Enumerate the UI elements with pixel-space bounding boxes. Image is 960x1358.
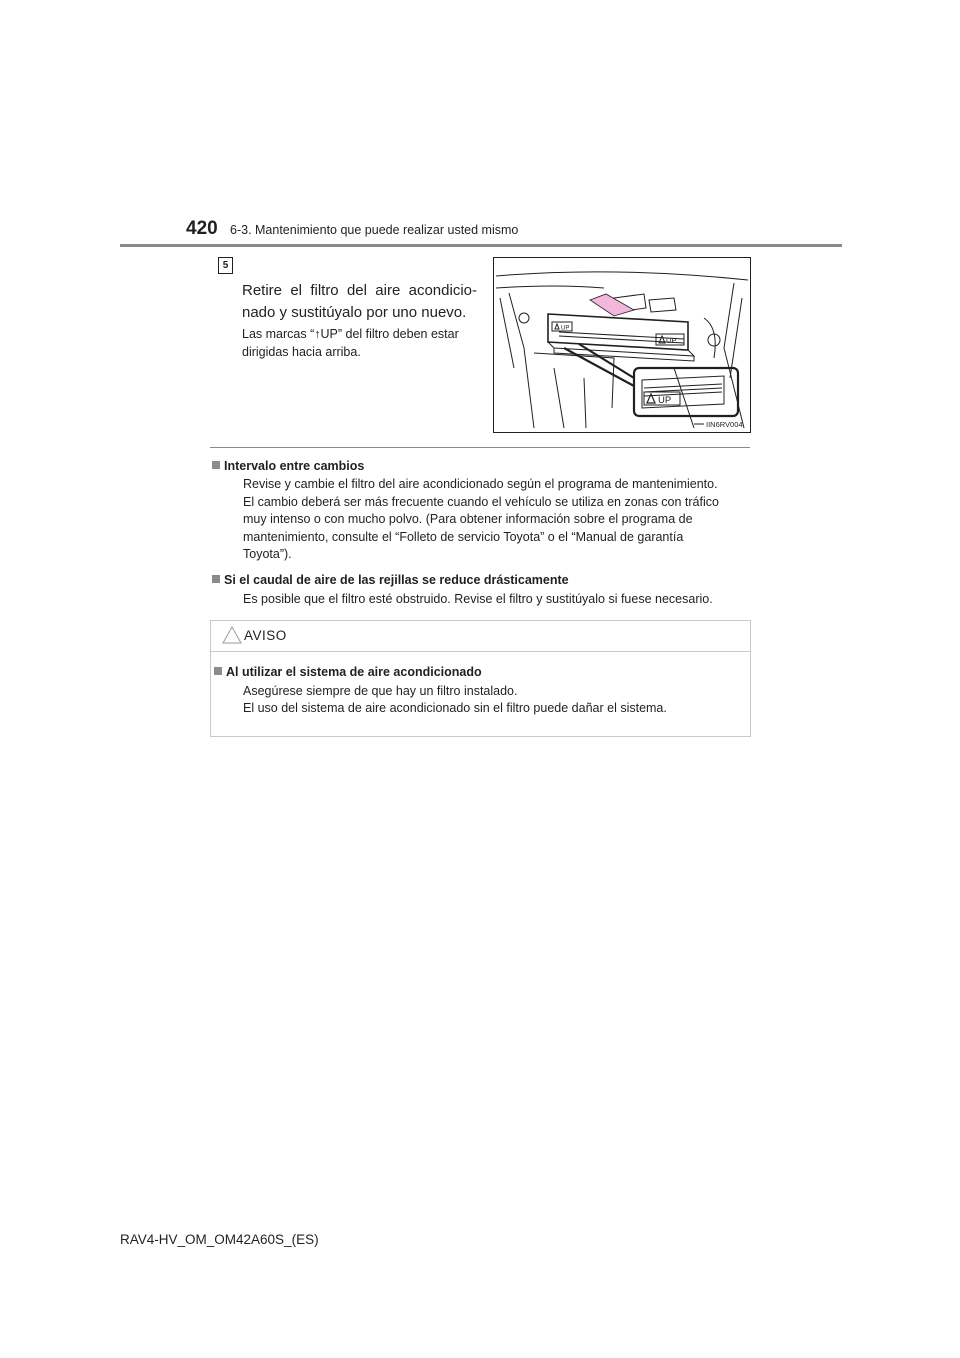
subsection-heading-airflow xyxy=(212,573,569,587)
header-rule xyxy=(120,244,842,247)
warning-subheading xyxy=(214,665,482,679)
subsection-body-interval xyxy=(243,476,748,564)
figure-code: IIN6RV004 xyxy=(706,420,743,429)
step-number-badge: 5 xyxy=(218,257,233,274)
square-bullet-icon xyxy=(214,667,222,675)
body-line: Es posible que el filtro esté obstruido. Revise el filtro y sustitúyalo si fuese necesario. xyxy=(243,592,713,606)
body-line: Toyota”). xyxy=(243,547,292,561)
removal-arrow-highlight xyxy=(590,294,634,316)
body-line: El cambio deberá ser más frecuente cuando el vehículo se utiliza en zonas con tráfico xyxy=(243,494,719,509)
square-bullet-icon xyxy=(212,575,220,583)
subsection-title: Si el caudal de aire de las rejillas se reduce drásticamente xyxy=(224,573,569,587)
document-code: RAV4-HV_OM_OM42A60S_(ES) xyxy=(120,1232,319,1247)
step-note xyxy=(242,325,482,361)
step-note-line-1: Las marcas “↑UP” del filtro deben estar xyxy=(242,327,459,341)
section-title: 6-3. Mantenimiento que puede realizar usted mismo xyxy=(230,223,519,237)
step-instruction: Retire el filtro del aire acondicio-nado y sustitúyalo por uno nuevo. xyxy=(242,282,477,321)
subsection-body-airflow xyxy=(243,591,753,609)
warning-line: Asegúrese siempre de que hay un filtro instalado. xyxy=(243,684,518,698)
subsection-heading-interval xyxy=(212,459,364,473)
subsection-title: Intervalo entre cambios xyxy=(224,459,365,473)
up-label-main: UP xyxy=(666,336,677,345)
up-label-small: UP xyxy=(561,325,570,332)
section-divider xyxy=(210,447,750,448)
warning-header xyxy=(211,621,750,652)
up-label-inset: UP xyxy=(658,395,672,406)
warning-triangle-icon xyxy=(222,626,242,644)
warning-body xyxy=(243,683,743,717)
page-number: 420 xyxy=(186,218,218,239)
warning-box xyxy=(210,620,751,737)
square-bullet-icon xyxy=(212,461,220,469)
step-note-line-2: dirigidas hacia arriba. xyxy=(242,345,361,359)
body-line: mantenimiento, consulte el “Folleto de servicio Toyota” o el “Manual de garantía xyxy=(243,529,684,544)
warning-label: AVISO xyxy=(244,628,287,643)
warning-subtitle: Al utilizar el sistema de aire acondicionado xyxy=(226,665,482,679)
body-line: muy intenso o con mucho polvo. (Para obtener información sobre el programa de xyxy=(243,512,693,526)
filter-illustration xyxy=(493,257,751,433)
warning-line: El uso del sistema de aire acondicionado sin el filtro puede dañar el sistema. xyxy=(243,701,667,715)
body-line: Revise y cambie el filtro del aire acondicionado según el programa de mantenimiento. xyxy=(243,477,718,491)
filter-illustration-drawing xyxy=(494,258,750,432)
